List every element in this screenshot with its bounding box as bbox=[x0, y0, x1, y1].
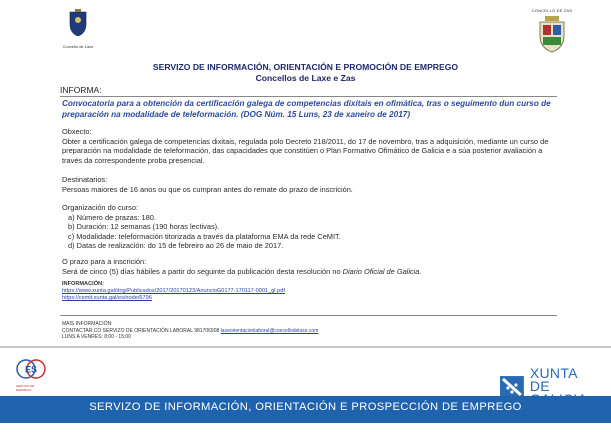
es-logo-label: SERVIZO DE EMPREGO bbox=[16, 384, 35, 392]
es-logo-text: ES bbox=[24, 364, 38, 375]
title-line-2: Concellos de Laxe e Zas bbox=[255, 73, 356, 83]
zas-logo-caption: CONCELLO DE ZAS bbox=[531, 8, 573, 13]
organizacion-item: a) Número de prazas: 180. bbox=[68, 212, 156, 222]
informa-label: INFORMA: bbox=[60, 85, 102, 95]
laxe-shield-icon bbox=[58, 8, 98, 38]
organizacion-item: b) Duración: 12 semanas (190 horas lectivas). bbox=[68, 222, 220, 232]
prazo-text-after: . bbox=[419, 266, 422, 276]
organizacion-heading: Organización do curso: bbox=[62, 203, 138, 212]
organizacion-item: d) Datas de realización: do 15 de febreiro ao 26 de maio de 2017. bbox=[68, 241, 284, 251]
prazo-text-before: Será de cinco (5) días hábiles a partir do seguinte da publicación desta resolución no bbox=[62, 266, 343, 276]
zas-shield-icon bbox=[535, 15, 569, 53]
destinatarios-heading: Destinatarios: bbox=[62, 175, 108, 184]
obxecto-heading: Obxecto: bbox=[62, 127, 92, 136]
divider-bottom bbox=[60, 315, 557, 316]
divider-top bbox=[60, 96, 557, 97]
xunta-flag-icon bbox=[500, 376, 524, 398]
section-prazo bbox=[62, 257, 562, 276]
es-logo-icon bbox=[16, 359, 46, 379]
informacion-heading: INFORMACIÓN: bbox=[62, 281, 104, 287]
emprego-logo bbox=[16, 359, 46, 392]
prazo-text bbox=[62, 267, 562, 277]
dog-link[interactable]: https://www.xunta.gal/dog/Publicados/2017/20170123/AnuncioG0177-170117-0001_gl.pdf bbox=[62, 288, 285, 295]
section-obxecto bbox=[62, 127, 562, 165]
zas-logo bbox=[522, 8, 582, 58]
contact-heading: MAIS INFORMACIÓN: bbox=[62, 321, 113, 327]
footer-rule bbox=[0, 346, 611, 348]
laxe-logo-caption: Concello de Laxe bbox=[62, 44, 94, 49]
contact-email-link[interactable]: laxeorientacionlaboral@concellodelaxe.com bbox=[220, 327, 319, 334]
section-destinatarios bbox=[62, 175, 562, 194]
organizacion-item: c) Modalidade: teleformación titorizada a través da plataforma EMA da rede CeMIT. bbox=[68, 231, 341, 241]
contact-block bbox=[62, 321, 562, 341]
destinatarios-text: Persoas maiores de 16 anos ou que os cumpran antes do remate do prazo de inscrición. bbox=[62, 184, 353, 194]
title-line-1: SERVIZO DE INFORMACIÓN, ORIENTACIÓN E PROMOCIÓN DE EMPREGO bbox=[152, 62, 459, 72]
xunta-line-2: DE bbox=[529, 378, 550, 394]
informacion-block bbox=[62, 281, 562, 303]
xunta-line-1: XUNTA bbox=[529, 365, 578, 381]
footer-band-text: SERVIZO DE INFORMACIÓN, ORIENTACIÓN E PROSPECCIÓN DE EMPREGO bbox=[89, 401, 522, 413]
contact-hours: LUNS A VENRES: 8:00 - 15:00 bbox=[62, 334, 131, 340]
obxecto-text: Obter a certificación galega de competencias dixitais, regulada polo Decreto 218/2011, do 17 de novembro, tras a adquisición, mediante un curso de preparación na modalidade de teleformación, das capacidades que constitúen o Plan Formativo Ofimático de Galicia e a súa posterior avaliación a través da correspondente proba presencial. bbox=[62, 136, 549, 165]
contact-line: CONTACTAR CO SERVIZO DE ORIENTACIÓN LABORAL 981706908 bbox=[62, 327, 221, 334]
document-title bbox=[0, 62, 611, 84]
section-organizacion bbox=[62, 203, 562, 251]
cemit-link[interactable]: https://cemit.xunta.gal/es/node/6796 bbox=[62, 295, 152, 302]
prazo-text-italic: Diario Oficial de Galicia bbox=[342, 266, 420, 276]
prazo-heading: O prazo para a inscrición: bbox=[62, 257, 147, 266]
laxe-logo bbox=[58, 8, 98, 49]
lead-paragraph: Convocatoria para a obtención da certificación galega de competencias dixitais en ofimática, tras o seguimento dun curso de preparación na modalidade de teleformación. (DOG Núm. 15 Luns, 23 de xaneiro de 2017) bbox=[62, 99, 551, 119]
